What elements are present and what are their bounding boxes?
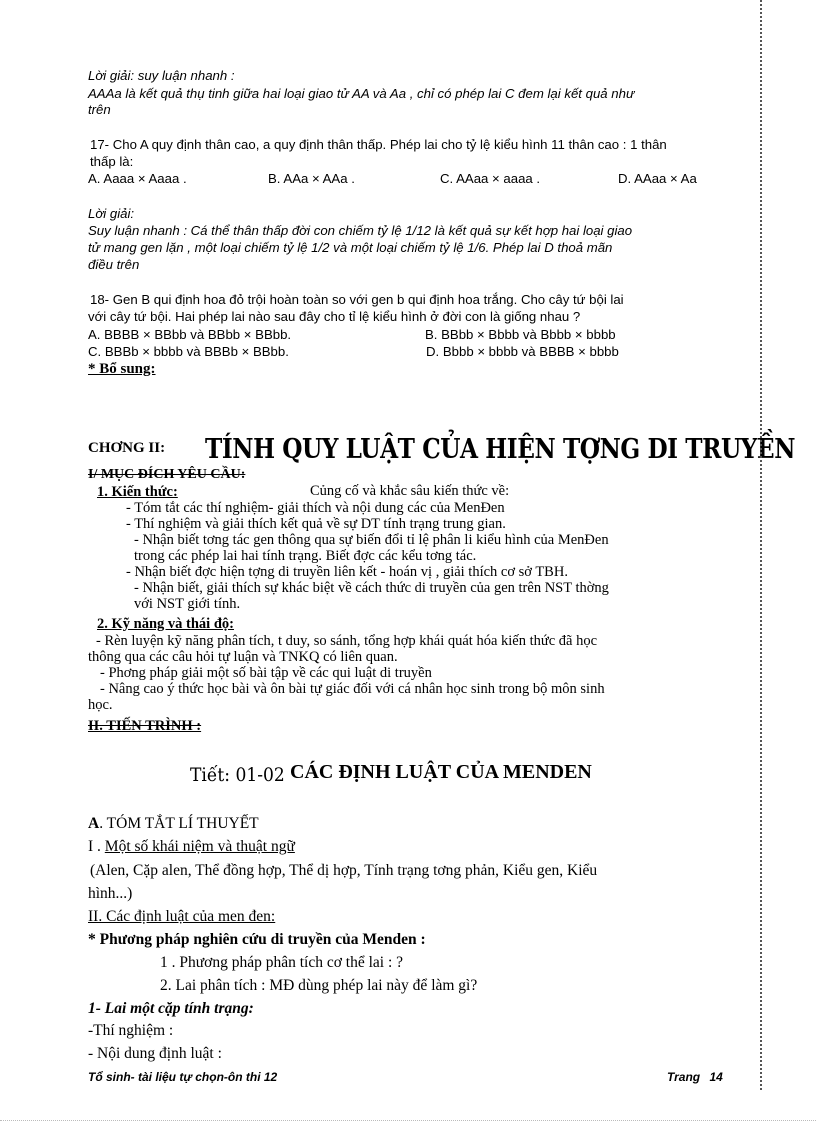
law-content-label: - Nội dung định luật : (88, 1045, 222, 1062)
lesson-prefix: Tiết: 01-02 (190, 764, 285, 786)
theory-ii-heading: II. Các định luật của men đen: (88, 908, 276, 925)
question-18-option-a: A. BBBB × BBbb và BBbb × BBbb. (88, 327, 292, 342)
supplement-heading: * Bổ sung: (88, 361, 156, 377)
question-18-option-b: B. BBbb × Bbbb và Bbbb × bbbb (425, 327, 616, 342)
law1-heading: 1- Lai một cặp tính trạng: (88, 1000, 254, 1017)
lesson-title: CÁC ĐỊNH LUẬT CỦA MENDEN (290, 761, 592, 783)
knowledge-item-5: - Nhận biết, giải thích sự khác biệt về cách thức di truyền của gen trên NST thờng (134, 580, 609, 596)
chapter-title: TÍNH QUY LUẬT CỦA HIỆN TỢNG DI TRUYỀN (205, 434, 795, 465)
solution-16-line-2: trên (88, 102, 111, 117)
footer-page (667, 1070, 723, 1084)
theory-i-prefix: I . (88, 838, 101, 855)
solution-17-line-3: điều trên (88, 257, 140, 272)
question-17-option-a: A. Aaaa × Aaaa . (88, 171, 187, 186)
method-heading: * Phương pháp nghiên cứu di truyền của Menden : (88, 931, 426, 948)
theory-i-title: Một số khái niệm và thuật ngữ (104, 838, 295, 855)
question-18-line-2: với cây tứ bội. Hai phép lai nào sau đây cho tỉ lệ kiểu hình ở đời con là giống nhau ? (88, 309, 581, 324)
skills-heading: 2. Kỹ năng và thái độ: (97, 616, 234, 632)
concepts-line-1: (Alen, Cặp alen, Thể đồng hợp, Thể dị hợp, Tính trạng tơng phản, Kiểu gen, Kiểu (90, 862, 598, 879)
solution-16-label: Lời giải: suy luận nhanh : (88, 68, 235, 83)
page-border-line (760, 0, 762, 1090)
knowledge-item-3: - Nhận biết tơng tác gen thông qua sự biến đổi tỉ lệ phân li kiểu hình của MenĐen (134, 532, 609, 548)
theory-i-heading (88, 837, 295, 856)
knowledge-item-5-cont: với NST giới tính. (134, 596, 241, 612)
solution-16-line-1: AAAa là kết quả thụ tinh giữa hai loại giao tử AA và Aa , chỉ có phép lai C đem lại kết quả như (88, 86, 635, 101)
footer-page-number: 14 (709, 1070, 723, 1084)
theory-a-heading (88, 814, 259, 833)
knowledge-item-2: - Thí nghiệm và giải thích kết quả về sự DT tính trạng trung gian. (126, 516, 506, 532)
solution-17-line-1: Suy luận nhanh : Cá thể thân thấp đời con chiếm tỷ lệ 1/12 là kết quả sự kết hợp hai loại giao (88, 223, 633, 238)
skills-item-2: - Phơng pháp giải một số bài tập về các qui luật di truyền (100, 665, 432, 681)
footer-left: Tổ sinh- tài liệu tự chọn-ôn thi 12 (88, 1070, 278, 1084)
solution-17-label: Lời giải: (88, 206, 135, 221)
knowledge-item-3-cont: trong các phép lai hai tính trạng. Biết đợc các kểu tơng tác. (134, 548, 477, 564)
knowledge-item-1: - Tóm tắt các thí nghiệm- giải thích và nội dung các của MenĐen (126, 500, 505, 516)
question-17-option-d: D. AAaa × Aa (618, 171, 697, 186)
page-bottom-divider (0, 1120, 816, 1121)
knowledge-heading: 1. Kiến thức: (97, 484, 178, 500)
question-17-option-c: C. AAaa × aaaa . (440, 171, 541, 186)
experiment-label: -Thí nghiệm : (88, 1022, 174, 1039)
question-17-line-1: 17- Cho A quy định thân cao, a quy định thân thấp. Phép lai cho tỷ lệ kiểu hình 11 thân cao : 1 thân (90, 137, 667, 152)
solution-17-line-2: tử mang gen lặn , một loại chiếm tỷ lệ 1/2 và một loại chiếm tỷ lệ 1/6. Phép lai D thoả mãn (88, 240, 613, 255)
question-18-options-row-2 (88, 343, 748, 360)
question-18-line-1: 18- Gen B qui định hoa đỏ trội hoàn toàn so với gen b qui định hoa trắng. Cho cây tứ bội lai (90, 292, 624, 307)
knowledge-item-4: - Nhận biết đợc hiện tợng di truyền liên kết - hoán vị , giải thích cơ sở TBH. (126, 564, 568, 580)
question-18-options-row-1 (88, 326, 748, 343)
theory-a-title: . TÓM TẮT LÍ THUYẾT (99, 815, 259, 832)
skills-item-1: - Rèn luyện kỹ năng phân tích, t duy, so sánh, tổng hợp khái quát hóa kiến thức đã học (96, 633, 598, 649)
concepts-line-2: hình...) (88, 885, 133, 902)
footer-page-label: Trang (667, 1070, 701, 1084)
question-18-option-c: C. BBBb × bbbb và BBBb × BBbb. (88, 344, 289, 359)
method-item-1: 1 . Phương pháp phân tích cơ thể lai : ? (160, 954, 404, 971)
method-item-2: 2. Lai phân tích : MĐ dùng phép lai này để làm gì? (160, 977, 478, 994)
skills-item-1-cont: thông qua các câu hỏi tự luận và TNKQ có liên quan. (88, 649, 398, 665)
question-17-line-2: thấp là: (90, 154, 134, 169)
chapter-prefix: CHƠNG II: (88, 440, 166, 456)
question-17-options (88, 170, 748, 187)
objectives-heading: I/ MỤC ĐÍCH YÊU CẦU: (88, 467, 246, 482)
question-18-option-d: D. Bbbb × bbbb và BBBB × bbbb (426, 344, 619, 359)
knowledge-intro: Củng cố và khắc sâu kiến thức về: (310, 483, 510, 499)
question-17-option-b: B. AAa × AAa . (268, 171, 355, 186)
theory-a-prefix: A (88, 815, 100, 832)
process-heading: II. TIẾN TRÌNH : (88, 718, 202, 734)
skills-item-3-cont: học. (88, 697, 113, 713)
skills-item-3: - Nâng cao ý thức học bài và ôn bài tự giác đối với cá nhân học sinh trong bộ môn sinh (100, 681, 605, 697)
